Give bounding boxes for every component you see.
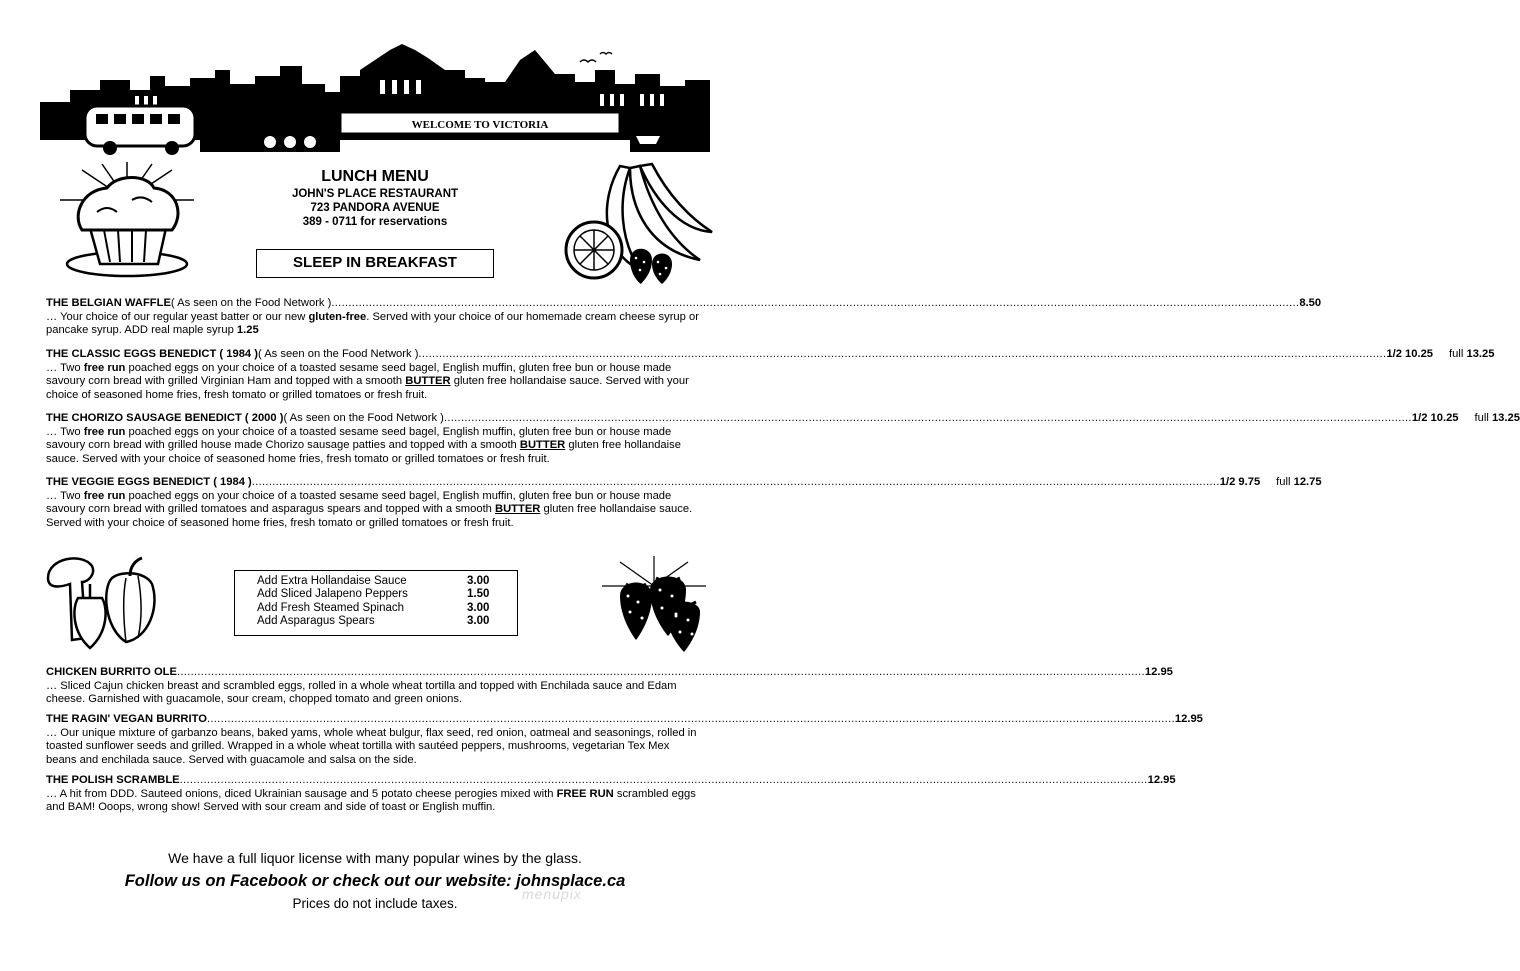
addon-name: Add Extra Hollandaise Sauce bbox=[257, 575, 407, 587]
item-price: 12.95 bbox=[1174, 713, 1203, 725]
addon-name: Add Asparagus Spears bbox=[257, 615, 375, 628]
menu-item-chicken-burrito bbox=[46, 666, 1173, 707]
item-name: THE POLISH SCRAMBLE bbox=[46, 774, 180, 786]
vegetables-illustration bbox=[42, 548, 172, 658]
leader-dots: ............................................................................................................................................................................................................................................................................................ bbox=[176, 666, 1145, 678]
item-name: THE CLASSIC EGGS BENEDICT ( 1984 ) bbox=[46, 348, 258, 360]
item-title-row bbox=[46, 412, 1520, 426]
restaurant-name: JOHN'S PLACE RESTAURANT bbox=[291, 188, 459, 200]
addon-name: Add Sliced Jalapeno Peppers bbox=[257, 588, 408, 601]
victoria-skyline-banner bbox=[40, 40, 710, 160]
item-name: THE BELGIAN WAFFLE bbox=[46, 297, 171, 309]
addon-row bbox=[257, 575, 517, 588]
item-description: … A hit from DDD. Sauteed onions, diced Ukrainian sausage and 5 potato cheese perogies mixed with FREE RUN scrambled eggs and BAM! Ooops, wrong show! Served with sour cream and side of toast or English muffin. bbox=[46, 787, 696, 813]
item-name: THE CHORIZO SAUSAGE BENEDICT ( 2000 ) bbox=[46, 412, 284, 424]
item-note: ( As seen on the Food Network ) bbox=[283, 412, 444, 424]
menu-item-polish-scramble bbox=[46, 774, 1176, 815]
item-description: … Sliced Cajun chicken breast and scrambled eggs, rolled in a whole wheat tortilla and topped with Enchilada sauce and Edam cheese. Garnished with guacamole, sour cream, chopped tomato and green onions. bbox=[46, 679, 677, 705]
addon-price: 3.00 bbox=[467, 601, 490, 614]
item-description: … Your choice of our regular yeast batter or our new gluten-free. Served with your choice of our homemade cream cheese syrup or pancake syrup. ADD real maple syrup 1.25 bbox=[46, 310, 699, 336]
addons-box bbox=[234, 570, 518, 636]
strawberries-illustration bbox=[600, 556, 708, 656]
item-note: ( As seen on the Food Network ) bbox=[170, 297, 332, 309]
reservations-phone: 389 - 0711 for reservations bbox=[302, 216, 448, 228]
menu-title: LUNCH MENU bbox=[321, 168, 429, 185]
leader-dots: ............................................................................................................................................................................................................................................................................................ bbox=[418, 348, 1387, 360]
addon-row bbox=[257, 588, 517, 601]
item-half-price: 1/2 9.75 bbox=[1219, 476, 1261, 488]
item-title-row bbox=[46, 774, 1176, 788]
maple-syrup-price: 1.25 bbox=[236, 324, 259, 336]
item-name: CHICKEN BURRITO OLE bbox=[46, 666, 177, 678]
menu-item-belgian-waffle bbox=[46, 297, 1322, 338]
addon-row bbox=[257, 602, 517, 615]
menu-item-classic-eggs-benedict bbox=[46, 348, 1495, 402]
item-half-price: 1/2 10.25 bbox=[1386, 348, 1434, 360]
item-price: 12.95 bbox=[1147, 774, 1176, 786]
item-title-row bbox=[46, 348, 1495, 362]
addon-price: 3.00 bbox=[467, 615, 490, 628]
item-title-row bbox=[46, 713, 1203, 727]
leader-dots: ............................................................................................................................................................................................................................................................................................ bbox=[251, 476, 1220, 488]
item-title-row bbox=[46, 666, 1173, 680]
item-title-row bbox=[46, 476, 1322, 490]
watermark: menupix bbox=[522, 886, 582, 902]
item-note: ( As seen on the Food Network ) bbox=[257, 348, 419, 360]
addon-price: 3.00 bbox=[467, 575, 490, 587]
item-name: THE VEGGIE EGGS BENEDICT ( 1984 ) bbox=[46, 476, 252, 488]
leader-dots: ............................................................................................................................................................................................................................................................................................ bbox=[206, 713, 1175, 725]
taxes-note: Prices do not include taxes. bbox=[292, 896, 458, 911]
item-full-price: full 13.25 bbox=[1449, 348, 1495, 360]
liquor-license-note: We have a full liquor license with many popular wines by the glass. bbox=[168, 850, 582, 866]
restaurant-address: 723 PANDORA AVENUE bbox=[310, 202, 440, 214]
leader-dots: ............................................................................................................................................................................................................................................................................................ bbox=[331, 297, 1300, 309]
item-description: … Two free run poached eggs on your choice of a toasted sesame seed bagel, English muffin, gluten free bun or house made savoury corn bread with grilled house made Chorizo sausage patties and topped with a smooth BUTTER gluten free hollandaise sauce. Served with your choice of seasoned home fries, fresh tomato or grilled tomatoes or fresh fruit. bbox=[46, 425, 681, 465]
item-name: THE RAGIN' VEGAN BURRITO bbox=[46, 713, 207, 725]
menu-item-chorizo-benedict bbox=[46, 412, 1520, 466]
item-price: 12.95 bbox=[1144, 666, 1173, 678]
section-title-breakfast: SLEEP IN BREAKFAST bbox=[256, 249, 494, 278]
addon-row bbox=[257, 615, 517, 628]
social-website-line: Follow us on Facebook or check out our website: johnsplace.ca bbox=[124, 872, 626, 890]
leader-dots: ............................................................................................................................................................................................................................................................................................ bbox=[443, 412, 1412, 424]
menu-item-vegan-burrito bbox=[46, 713, 1203, 767]
item-full-price: full 12.75 bbox=[1276, 476, 1322, 488]
item-half-price: 1/2 10.25 bbox=[1411, 412, 1459, 424]
leader-dots: ............................................................................................................................................................................................................................................................................................ bbox=[179, 774, 1148, 786]
item-full-price: full 13.25 bbox=[1474, 412, 1520, 424]
item-description: … Two free run poached eggs on your choice of a toasted sesame seed bagel, English muffin, gluten free bun or house made savoury corn bread with grilled Virginian Ham and topped with a smooth BUTTER gluten free hollandaise sauce. Served with your choice of seasoned home fries, fresh tomato or grilled tomatoes or fresh fruit. bbox=[46, 361, 689, 401]
item-price: 8.50 bbox=[1299, 297, 1322, 309]
item-description: … Two free run poached eggs on your choice of a toasted sesame seed bagel, English muffin, gluten free bun or house made savoury corn bread with grilled tomatoes and asparagus spears and topped with a smooth BUTTER gluten free hollandaise sauce. Served with your choice of seasoned home fries, fresh tomato or grilled tomatoes or fresh fruit. bbox=[46, 489, 693, 529]
item-description: … Our unique mixture of garbanzo beans, baked yams, whole wheat bulgur, flax seed, red onion, oatmeal and seasonings, rolled in toasted sunflower seeds and grilled. Wrapped in a whole wheat tortilla with sautéed peppers, mushrooms, vegetarian Tex Mex beans and enchilada sauce. Served with guacamole and salsa on the side. bbox=[46, 726, 697, 766]
addon-price: 1.50 bbox=[467, 588, 490, 601]
addon-name: Add Fresh Steamed Spinach bbox=[257, 601, 405, 614]
menu-item-veggie-benedict bbox=[46, 476, 1322, 530]
welcome-sign-text: WELCOME TO VICTORIA bbox=[411, 119, 549, 131]
item-title-row bbox=[46, 297, 1322, 311]
